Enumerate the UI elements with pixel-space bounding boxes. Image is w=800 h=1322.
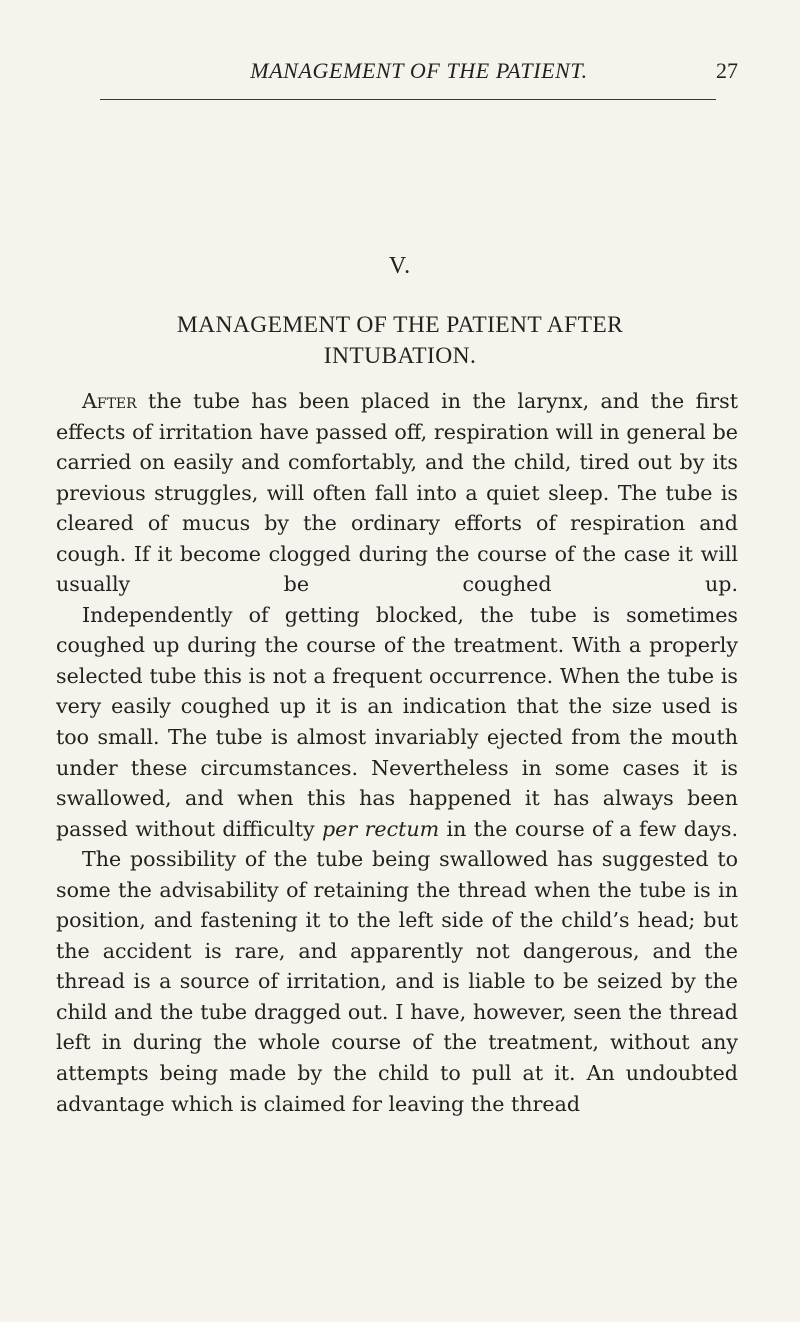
paragraph-3-text: The possibility of the tube being swallowed has suggested to some the advisability of retaining the thread when the tube is in position, and fastening it to the left side of the child’s head; but the accident is rare, and apparently not dangerous, and the thread is a source of irritation, and is liable to be seized by the child and the tube dragged out. I have, however, seen the thread left in during the whole course of the treatment, without any attempts being made by the child to pull at it. An undoubted advantage which is claimed for leaving the thread — [56, 847, 738, 1116]
paragraph-1 — [56, 386, 738, 600]
paragraph-2 — [56, 600, 738, 844]
chapter-title — [60, 310, 740, 372]
paragraph-1-text: the tube has been placed in the larynx, and the first effects of irritation have passed off, respiration will in general be carried on easily and comfortably, and the child, tired out by its previous struggles, will often fall into a quiet sleep. The tube is cleared of mucus by the ordinary efforts of respiration and cough. If it become clogged during the course of the case it will usually be coughed up. — [56, 389, 738, 597]
chapter-title-line-2: INTUBATION. — [323, 343, 477, 369]
header-rule — [100, 99, 716, 100]
paragraph-2-text-start: Independently of getting blocked, the tube is sometimes coughed up during the course of the treatment. With a properly selected tube this is not a frequent occurrence. When the tube is very easily coughed up it is an indication that the size used is too small. The tube is almost invariably ejected from the mouth under these circumstances. Nevertheless in some cases it is swallowed, and when this has happened it has always been passed without difficulty — [56, 602, 738, 841]
chapter-title-line-1: MANAGEMENT OF THE PATIENT AFTER — [176, 312, 624, 338]
opening-word: After — [82, 389, 137, 413]
page-number: 27 — [716, 58, 738, 83]
chapter-number: V. — [388, 253, 412, 279]
body-text — [56, 386, 738, 1119]
paragraph-2-text-end: in the course of a few days. — [439, 816, 738, 841]
running-title: MANAGEMENT OF THE PATIENT. — [250, 58, 588, 83]
paragraph-3 — [56, 844, 738, 1119]
italic-phrase: per rectum — [322, 816, 440, 841]
running-head — [100, 56, 738, 86]
